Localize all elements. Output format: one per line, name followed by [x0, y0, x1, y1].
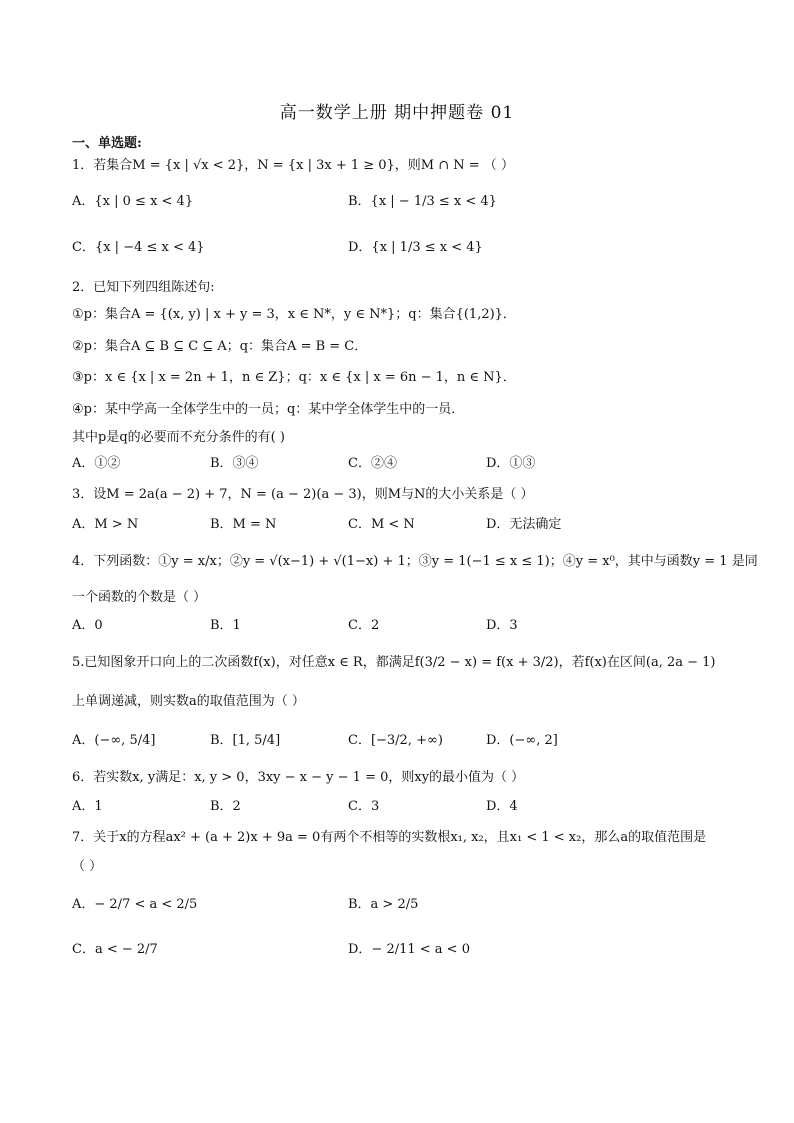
question-4-option-a: A．0	[72, 618, 103, 633]
question-2-prompt: 其中p是q的必要而不充分条件的有( )	[72, 430, 285, 445]
question-1-stem: 1．若集合M = {x | √x < 2}，N = {x | 3x + 1 ≥ 0}，则M ∩ N = （ ）	[72, 158, 514, 173]
question-3-option-a: A．M > N	[72, 517, 139, 532]
question-5-option-d: D．(−∞, 2]	[486, 733, 558, 748]
question-4-stem-line-2: 一个函数的个数是（ ）	[72, 590, 207, 605]
question-4-option-b: B．1	[210, 618, 241, 633]
question-5-option-b: B．[1, 5/4]	[210, 733, 281, 748]
question-7-stem-line-1: 7．关于x的方程ax² + (a + 2)x + 9a = 0有两个不相等的实数根x₁, x₂，且x₁ < 1 < x₂，那么a的取值范围是	[72, 830, 707, 845]
question-6-option-c: C．3	[348, 799, 380, 814]
question-4-stem-line-1: 4．下列函数：①y = x/x；②y = √(x−1) + √(1−x) + 1；③y = 1(−1 ≤ x ≤ 1)；④y = x⁰，其中与函数y = 1 是同	[72, 554, 758, 569]
question-2-statement-4: ④p：某中学高一全体学生中的一员；q：某中学全体学生中的一员．	[72, 402, 465, 417]
question-7-option-d: D．− 2/11 < a < 0	[348, 942, 470, 957]
question-1-option-a: A．{x | 0 ≤ x < 4}	[72, 194, 194, 209]
question-1-option-c: C．{x | −4 ≤ x < 4}	[72, 240, 205, 255]
question-4-option-d: D．3	[486, 618, 518, 633]
question-5-option-c: C．[−3/2, +∞)	[348, 733, 443, 748]
question-7-option-b: B．a > 2/5	[348, 897, 419, 912]
page-title: 高一数学上册 期中押题卷 01	[279, 103, 515, 123]
question-2-statement-3: ③p：x ∈ {x | x = 2n + 1，n ∈ Z}；q：x ∈ {x | x = 6n − 1，n ∈ N}．	[72, 370, 516, 385]
question-1-option-d: D．{x | 1/3 ≤ x < 4}	[348, 240, 483, 255]
question-3-stem: 3．设M = 2a(a − 2) + 7，N = (a − 2)(a − 3)，则M与N的大小关系是（ ）	[72, 487, 534, 502]
question-6-option-a: A．1	[72, 799, 103, 814]
question-3-option-c: C．M < N	[348, 517, 415, 532]
question-3-option-b: B．M = N	[210, 517, 277, 532]
question-2-statement-1: ①p：集合A = {(x, y) | x + y = 3，x ∈ N*，y ∈ N*}；q：集合{(1,2)}．	[72, 307, 516, 322]
question-2-option-d: D．①③	[486, 456, 536, 471]
question-7-option-a: A．− 2/7 < a < 2/5	[72, 897, 198, 912]
question-6-stem: 6．若实数x, y满足：x, y > 0，3xy − x − y − 1 = 0，则xy的最小值为（ ）	[72, 770, 525, 785]
section-heading: 一、单选题:	[72, 136, 142, 151]
question-2-option-c: C．②④	[348, 456, 397, 471]
question-2-option-a: A．①②	[72, 456, 121, 471]
question-1-option-b: B．{x | − 1/3 ≤ x < 4}	[348, 194, 497, 209]
question-4-option-c: C．2	[348, 618, 380, 633]
question-2-stem: 2．已知下列四组陈述句:	[72, 280, 215, 295]
question-6-option-b: B．2	[210, 799, 241, 814]
question-5-stem-line-1: 5.已知图象开口向上的二次函数f(x)，对任意x ∈ R，都满足f(3/2 − x) = f(x + 3/2)，若f(x)在区间(a, 2a − 1)	[72, 655, 716, 670]
question-2-statement-2: ②p：集合A ⊆ B ⊆ C ⊆ A；q：集合A = B = C．	[72, 339, 368, 354]
question-7-option-c: C．a < − 2/7	[72, 942, 158, 957]
question-3-option-d: D．无法确定	[486, 517, 562, 532]
question-6-option-d: D．4	[486, 799, 518, 814]
question-5-stem-line-2: 上单调递减，则实数a的取值范围为（ ）	[72, 694, 305, 709]
question-5-option-a: A．(−∞, 5/4]	[72, 733, 156, 748]
question-7-stem-line-2: （ ）	[72, 859, 103, 874]
question-2-option-b: B．③④	[210, 456, 259, 471]
